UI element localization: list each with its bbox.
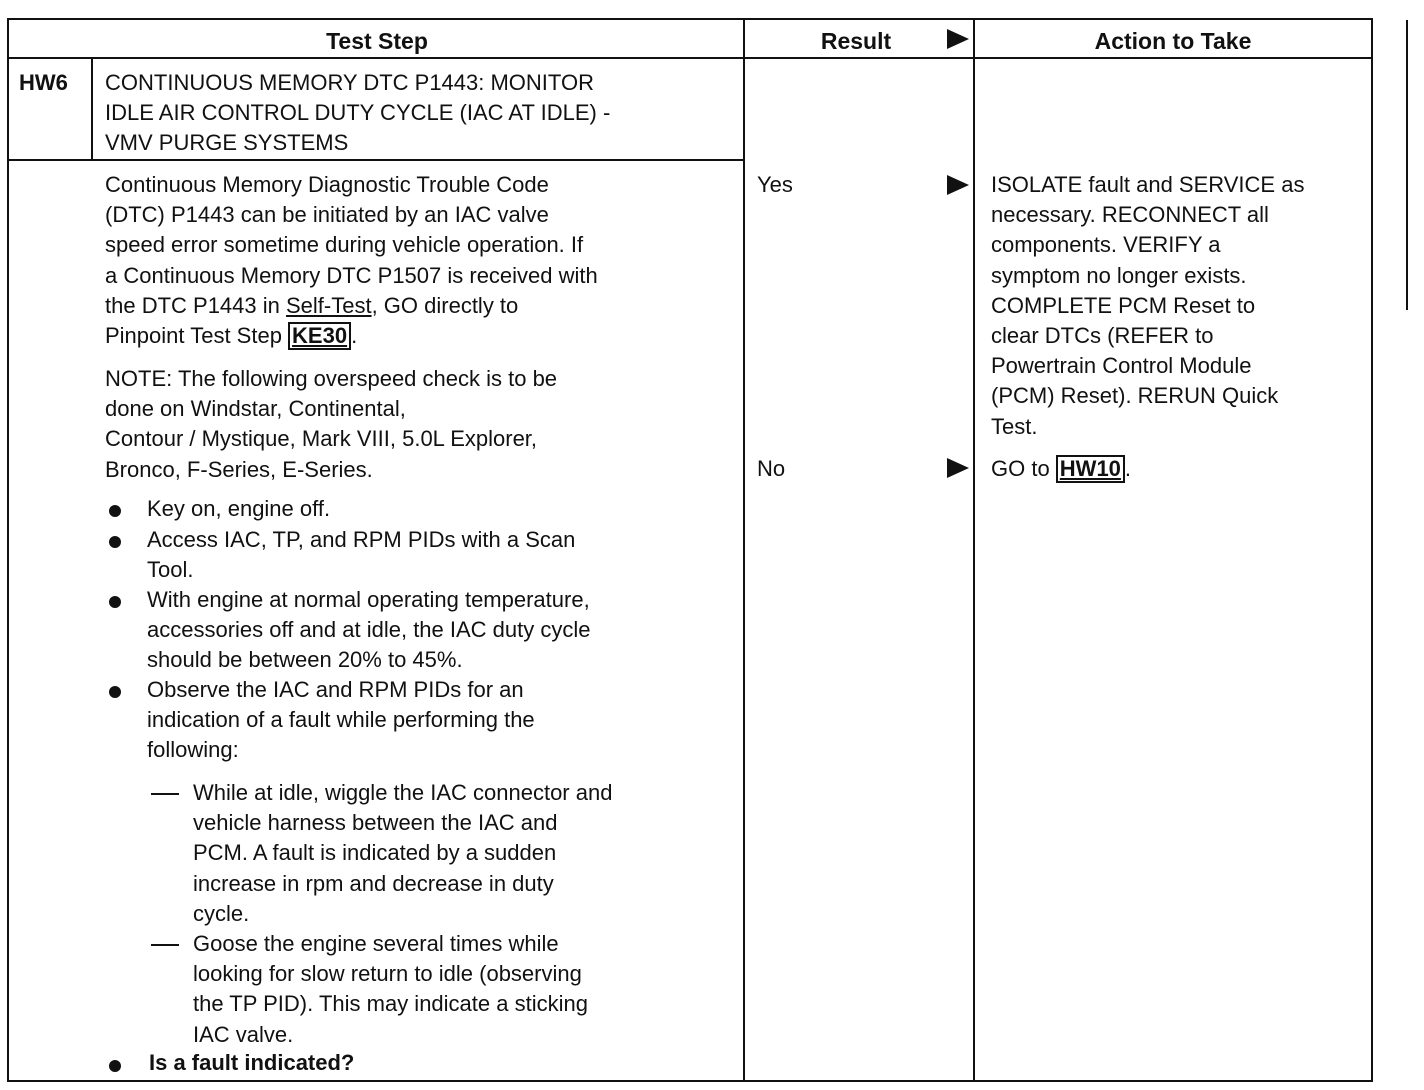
result-yes: Yes [757,172,793,197]
self-test-link[interactable]: Self-Test [285,292,372,318]
note-line: Bronco, F-Series, E-Series. [105,456,373,482]
intro-text: Pinpoint Test Step [105,323,289,349]
ke30-step-link[interactable]: KE30 [288,322,351,350]
step-title-line: CONTINUOUS MEMORY DTC P1443: MONITOR [105,70,594,95]
diagnostic-table [7,18,1373,1082]
action-line: Test. [991,413,1038,439]
bullet-line: Access IAC, TP, and RPM PIDs with a Scan [147,527,576,552]
dash-line: increase in rpm and decrease in duty [193,870,554,896]
header-test-step: Test Step [326,28,428,54]
bullet-item [147,525,575,585]
intro-paragraph [105,170,598,351]
bullet-line: Observe the IAC and RPM PIDs for an [147,677,524,702]
dash-item [193,778,612,929]
header-arrow-icon [947,29,969,49]
intro-line: a Continuous Memory DTC P1507 is received with [105,262,598,288]
intro-text: , GO directly to [371,292,519,318]
action-no-text: GO to [991,456,1056,481]
intro-text: the DTC P1443 in [105,292,286,318]
action-no [991,454,1131,484]
page-edge-bar [1406,20,1408,310]
bullet-item [147,675,535,766]
action-line: Powertrain Control Module [991,353,1252,379]
action-no-text: . [1124,456,1132,481]
header-result: Result [820,28,892,54]
dash-line: looking for slow return to idle (observing [193,961,582,987]
action-line: clear DTCs (REFER to [991,323,1214,349]
intro-line: Continuous Memory Diagnostic Trouble Code [105,172,549,197]
intro-line: speed error sometime during vehicle operation. If [105,232,584,258]
title-divider [9,159,743,161]
bullet-icon [109,536,121,548]
column-divider-action [973,20,975,1080]
bullet-icon [109,1060,121,1072]
action-yes [991,170,1304,442]
bullet-line: accessories off and at idle, the IAC duty cycle [147,617,591,643]
intro-line [105,291,598,321]
header-divider [9,57,1371,59]
dash-line: Goose the engine several times while [193,931,559,956]
dash-line: vehicle harness between the IAC and [193,810,558,836]
action-line: symptom no longer exists. [991,262,1247,288]
intro-line [105,321,598,351]
bullet-item [147,585,591,676]
dash-line: cycle. [193,900,250,926]
note-line: Contour / Mystique, Mark VIII, 5.0L Explorer, [105,426,538,452]
bullet-line: With engine at normal operating temperature, [147,587,590,612]
action-line: COMPLETE PCM Reset to [991,292,1256,318]
note-line: NOTE: The following overspeed check is to be [105,366,558,391]
action-line: ISOLATE fault and SERVICE as [991,172,1305,197]
dash-line: PCM. A fault is indicated by a sudden [193,840,557,866]
action-line: necessary. RECONNECT all [991,202,1269,228]
column-divider-result [743,20,745,1080]
hw10-step-link[interactable]: HW10 [1056,455,1125,483]
note-paragraph [105,364,557,485]
step-title-line: VMV PURGE SYSTEMS [105,130,349,156]
bullet-line: Tool. [147,557,194,583]
bullet-line: following: [147,737,239,763]
result-no-arrow-icon [947,458,969,478]
dash-item [193,929,588,1050]
action-line: components. VERIFY a [991,232,1221,258]
dash-icon [151,793,179,795]
note-line: done on Windstar, Continental, [105,396,406,422]
result-no: No [757,456,786,481]
bullet-icon [109,505,121,517]
bullet-icon [109,686,121,698]
step-id-divider [91,57,93,161]
dash-icon [151,944,179,946]
dash-line: the TP PID). This may indicate a sticking [193,991,588,1017]
step-title [105,68,610,159]
bullet-line: indication of a fault while performing the [147,707,535,733]
fault-question: Is a fault indicated? [149,1050,355,1075]
bullet-icon [109,596,121,608]
intro-text: . [351,323,358,349]
step-title-line: IDLE AIR CONTROL DUTY CYCLE (IAC AT IDLE) - [105,100,611,126]
step-id: HW6 [19,70,68,95]
bullet-item: Key on, engine off. [147,496,331,521]
bullet-line: should be between 20% to 45%. [147,647,463,673]
result-yes-arrow-icon [947,175,969,195]
header-action: Action to Take [1094,28,1252,54]
intro-line: (DTC) P1443 can be initiated by an IAC valve [105,202,549,228]
action-line: (PCM) Reset). RERUN Quick [991,383,1279,409]
dash-line: While at idle, wiggle the IAC connector and [193,780,613,805]
dash-line: IAC valve. [193,1021,294,1047]
